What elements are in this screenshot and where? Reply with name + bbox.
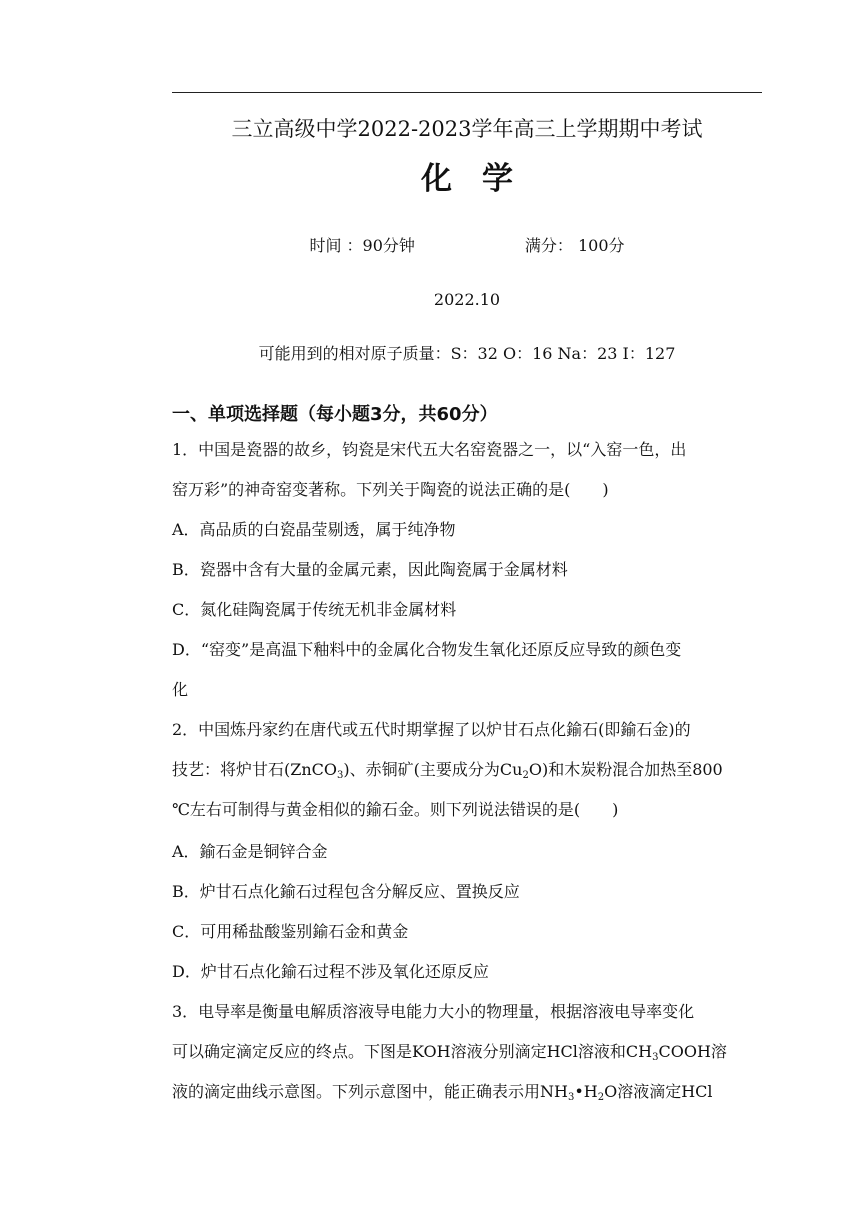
q2-option-b: B．炉甘石点化鍮石过程包含分解反应、置换反应 (172, 882, 520, 901)
q3-text: 液的滴定曲线示意图。下列示意图中，能正确表示用NH (172, 1082, 568, 1101)
q2-text: )、赤铜矿(主要成分为Cu (343, 760, 523, 779)
q1-stem-line2: 窑万彩”的神奇窑变著称。下列关于陶瓷的说法正确的是( ) (172, 480, 609, 499)
q1-option-a: A．高品质的白瓷晶莹剔透，属于纯净物 (172, 520, 456, 539)
subject-char-2: 学 (482, 161, 513, 197)
exam-date: 2022.10 (433, 290, 501, 309)
q1-option-d-cont: 化 (172, 680, 189, 699)
q1-stem-line1: 1．中国是瓷器的故乡，钧瓷是宋代五大名窑瓷器之一，以“入窑一色，出 (172, 440, 687, 459)
subscript: 2 (522, 770, 529, 781)
subject-title (172, 160, 762, 198)
q1-option-b: B．瓷器中含有大量的金属元素，因此陶瓷属于金属材料 (172, 560, 568, 579)
q2-stem-line2 (172, 760, 723, 780)
q3-text: 可以确定滴定反应的终点。下图是KOH溶液分别滴定HCl溶液和CH (172, 1042, 653, 1061)
time-label: 时间 ：90分钟 (309, 236, 415, 255)
q2-option-a: A．鍮石金是铜锌合金 (172, 842, 328, 861)
subscript: 3 (652, 1052, 659, 1063)
subscript: 3 (567, 1092, 575, 1103)
q3-text: •H (574, 1082, 598, 1101)
section-title: 一、单项选择题（每小题3分，共60分） (172, 404, 498, 425)
q3-stem-line1: 3．电导率是衡量电解质溶液导电能力大小的物理量，根据溶液电导率变化 (172, 1002, 695, 1021)
exam-meta (172, 236, 762, 256)
q2-stem-line3: ℃左右可制得与黄金相似的鍮石金。则下列说法错误的是( ) (172, 800, 619, 819)
q2-option-c: C．可用稀盐酸鉴别鍮石金和黄金 (172, 922, 409, 941)
atomic-masses: 可能用到的相对原子质量：S：32 O：16 Na：23 I：127 (258, 344, 676, 363)
q3-stem-line3 (172, 1082, 713, 1102)
q2-text: O)和木炭粉混合加热至800 (528, 760, 723, 779)
q1-option-c: C．氮化硅陶瓷属于传统无机非金属材料 (172, 600, 457, 619)
q2-option-d: D．炉甘石点化鍮石过程不涉及氧化还原反应 (172, 962, 489, 981)
q2-text: 技艺：将炉甘石(ZnCO (172, 760, 338, 779)
q3-text: COOH溶 (658, 1042, 727, 1061)
school-title: 三立高级中学2022-2023学年高三上学期期中考试 (231, 117, 703, 141)
q1-option-d: D．“窑变”是高温下釉料中的金属化合物发生氧化还原反应导致的颜色变 (172, 640, 682, 659)
subscript: 2 (597, 1092, 605, 1103)
q2-stem-line1: 2．中国炼丹家约在唐代或五代时期掌握了以炉甘石点化鍮石(即鍮石金)的 (172, 720, 691, 739)
score-label: 满分： 100分 (524, 236, 625, 255)
q3-stem-line2 (172, 1042, 727, 1062)
header-rule (172, 92, 762, 93)
subject-char-1: 化 (421, 161, 452, 197)
q3-text: O溶液滴定HCl (604, 1082, 713, 1101)
subscript: 3 (337, 770, 344, 781)
